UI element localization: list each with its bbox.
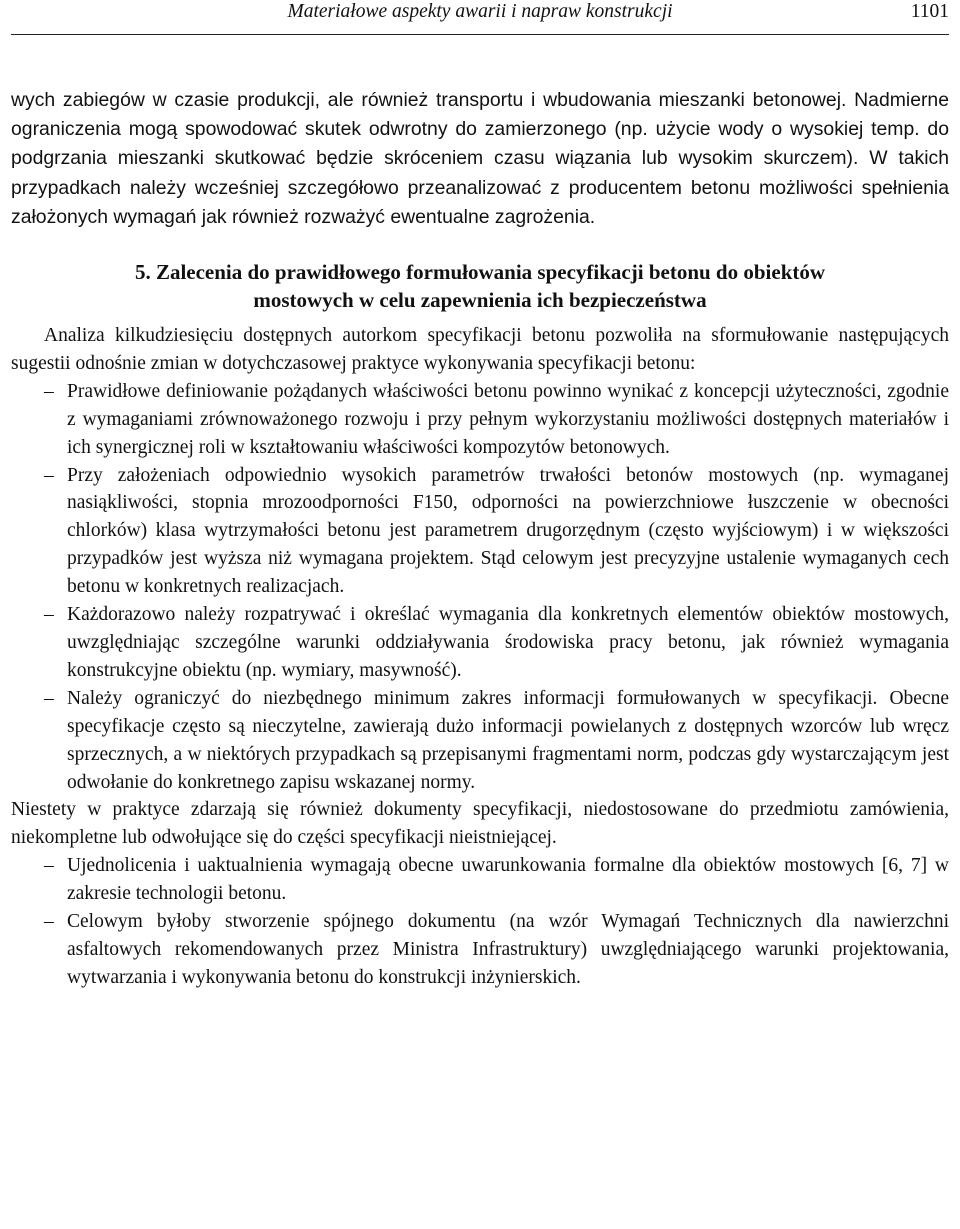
recommendations-list: [11, 378, 949, 797]
page-number: 1101: [910, 1, 949, 22]
dash-bullet: –: [44, 687, 54, 709]
running-header: [11, 0, 949, 35]
section-heading-line-1: 5. Zalecenia do prawidłowego formułowania specyfikacji betonu do obiektów: [134, 260, 826, 285]
section-heading-line-2: mostowych w celu zapewnienia ich bezpieczeństwa: [253, 288, 707, 313]
additional-recommendations-list: [11, 852, 949, 992]
list-item: [11, 908, 949, 992]
list-item: [11, 462, 949, 602]
dash-bullet: –: [44, 911, 54, 933]
section-intro-paragraph: Analiza kilkudziesięciu dostępnych autorkom specyfikacji betonu pozwoliła na sformułowanie następujących sugestii odnośnie zmian w dotychczasowej praktyce wykonywania specyfikacji betonu:: [11, 325, 949, 374]
list-item: [11, 601, 949, 685]
list-item: [11, 685, 949, 797]
list-item-text: Przy założeniach odpowiednio wysokich parametrów trwałości betonów mostowych (np. wymaganej nasiąkliwości, stopnia mrozoodporności F150, odporności na powierzchniowe łuszczenie w obecności chlorków) klasa wytrzymałości betonu jest parametrem drugorzędnym (często wyjściowym) i w większości przypadków jest wyższa niż wymagana projektem. Stąd celowym jest precyzyjne ustalenie wymaganych cech betonu w konkretnych realizacjach.: [67, 464, 949, 598]
dash-bullet: –: [44, 380, 54, 402]
intro-paragraph: wych zabiegów w czasie produkcji, ale również transportu i wbudowania mieszanki betonowej. Nadmierne ograniczenia mogą spowodować skutek odwrotny do zamierzonego (np. użycie wody o wysokiej temp. do podgrzania mieszanki skutkować będzie skróceniem czasu wiązania lub wysokim skurczem). W takich przypadkach należy wcześniej szczegółowo przeanalizować z producentem betonu możliwości spełnienia założonych wymagań jak również rozważyć ewentualne zagrożenia.: [11, 89, 949, 228]
list-item-text: Ujednolicenia i uaktualnienia wymagają obecne uwarunkowania formalne dla obiektów mostowych [6, 7] w zakresie technologii betonu.: [67, 855, 949, 905]
middle-paragraph: Niestety w praktyce zdarzają się również dokumenty specyfikacji, niedostosowane do przedmiotu zamówienia, niekompletne lub odwołujące się do części specyfikacji nieistniejącej.: [11, 799, 949, 849]
section-heading: [11, 258, 949, 314]
dash-bullet: –: [44, 855, 54, 877]
dash-bullet: –: [44, 464, 54, 486]
list-item: [11, 378, 949, 462]
list-item-text: Prawidłowe definiowanie pożądanych właściwości betonu powinno wynikać z koncepcji użyteczności, zgodnie z wymaganiami zrównoważonego rozwoju i przy pełnym wykorzystaniu możliwości dostępnych materiałów i ich synergicznej roli w kształtowaniu właściwości kompozytów betonowych.: [67, 380, 949, 458]
running-header-title: Materiałowe aspekty awarii i napraw konstrukcji: [287, 1, 673, 22]
list-item-text: Celowym byłoby stworzenie spójnego dokumentu (na wzór Wymagań Technicznych dla nawierzchni asfaltowych rekomendowanych przez Ministra Infrastruktury) uwzględniającego warunki projektowania, wytwarzania i wykonywania betonu do konstrukcji inżynierskich.: [67, 911, 949, 988]
dash-bullet: –: [44, 604, 54, 626]
list-item: [11, 852, 949, 908]
list-item-text: Każdorazowo należy rozpatrywać i określać wymagania dla konkretnych elementów obiektów mostowych, uwzględniając szczególne warunki oddziaływania środowiska pracy betonu, jak również wymagania konstrukcyjne obiektu (np. wymiary, masywność).: [67, 604, 949, 681]
list-item-text: Należy ograniczyć do niezbędnego minimum zakres informacji formułowanych w specyfikacji. Obecne specyfikacje często są nieczytelne, zawierają dużo informacji powielanych z dostępnych wzorców lub wręcz sprzecznych, a w niektórych przypadkach są przepisanymi fragmentami norm, podczas gdy wystarczającym jest odwołanie do konkretnego zapisu wskazanej normy.: [67, 687, 949, 793]
document-page: [11, 0, 949, 992]
